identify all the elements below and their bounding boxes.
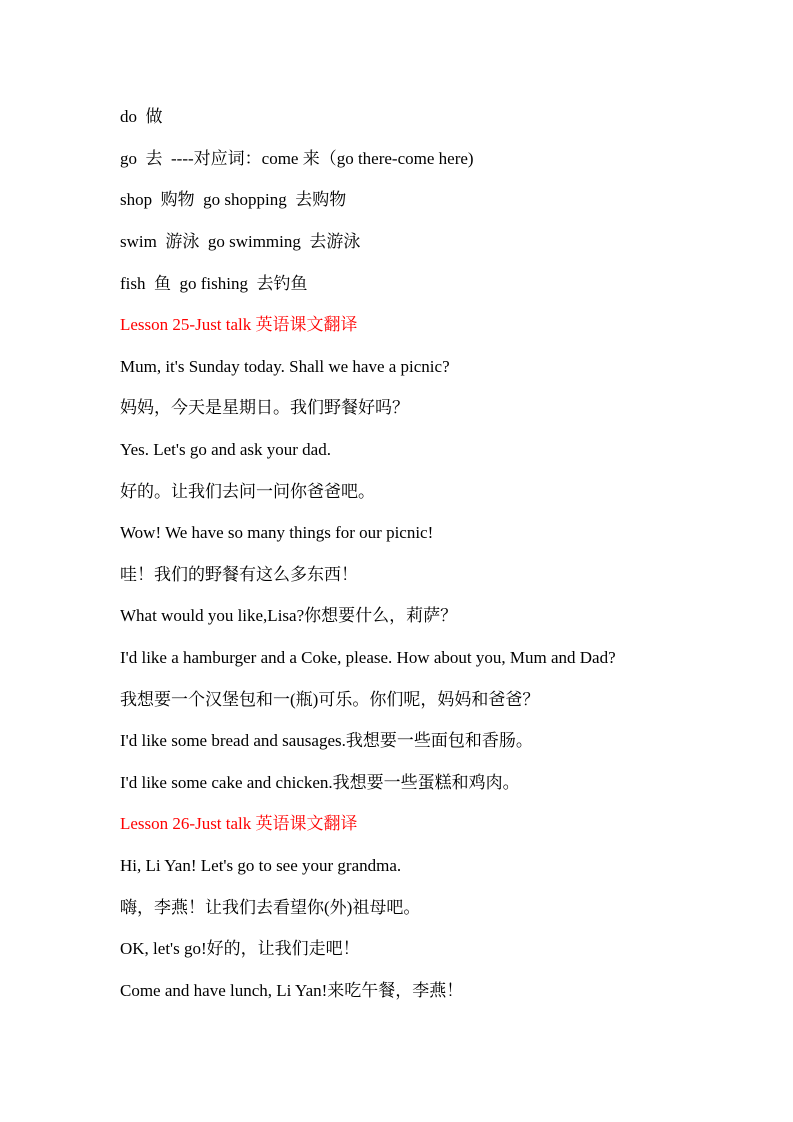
translation-line: 好的。让我们去问一问你爸爸吧。 <box>120 482 375 501</box>
translation-line: 哇！我们的野餐有这么多东西！ <box>120 565 358 584</box>
vocab-line-shop: shop 购物 go shopping 去购物 <box>120 190 347 209</box>
vocab-line-go: go 去 ----对应词：come 来（go there-come here) <box>120 149 474 168</box>
translation-line: 妈妈，今天是星期日。我们野餐好吗？ <box>120 398 409 417</box>
dialogue-line: Wow! We have so many things for our picnic! <box>120 523 434 542</box>
dialogue-line: What would you like,Lisa?你想要什么，莉萨？ <box>120 606 458 625</box>
vocab-line-do: do 做 <box>120 107 163 126</box>
dialogue-line: I'd like some cake and chicken.我想要一些蛋糕和鸡肉。 <box>120 773 520 792</box>
vocab-line-swim: swim 游泳 go swimming 去游泳 <box>120 232 361 251</box>
dialogue-line: Come and have lunch, Li Yan!来吃午餐，李燕！ <box>120 981 464 1000</box>
translation-line: 嗨，李燕！让我们去看望你(外)祖母吧。 <box>120 898 421 917</box>
dialogue-line: Mum, it's Sunday today. Shall we have a picnic? <box>120 357 450 376</box>
lesson-26-heading: Lesson 26-Just talk 英语课文翻译 <box>120 814 358 833</box>
translation-line: 我想要一个汉堡包和一(瓶)可乐。你们呢，妈妈和爸爸？ <box>120 690 540 709</box>
dialogue-line: I'd like a hamburger and a Coke, please. How about you, Mum and Dad? <box>120 648 616 667</box>
vocab-line-fish: fish 鱼 go fishing 去钓鱼 <box>120 274 308 293</box>
dialogue-line: OK, let's go!好的，让我们走吧！ <box>120 939 360 958</box>
dialogue-line: Yes. Let's go and ask your dad. <box>120 440 331 459</box>
dialogue-line: Hi, Li Yan! Let's go to see your grandma. <box>120 856 402 875</box>
dialogue-line: I'd like some bread and sausages.我想要一些面包和香肠。 <box>120 731 533 750</box>
lesson-25-heading: Lesson 25-Just talk 英语课文翻译 <box>120 315 358 334</box>
